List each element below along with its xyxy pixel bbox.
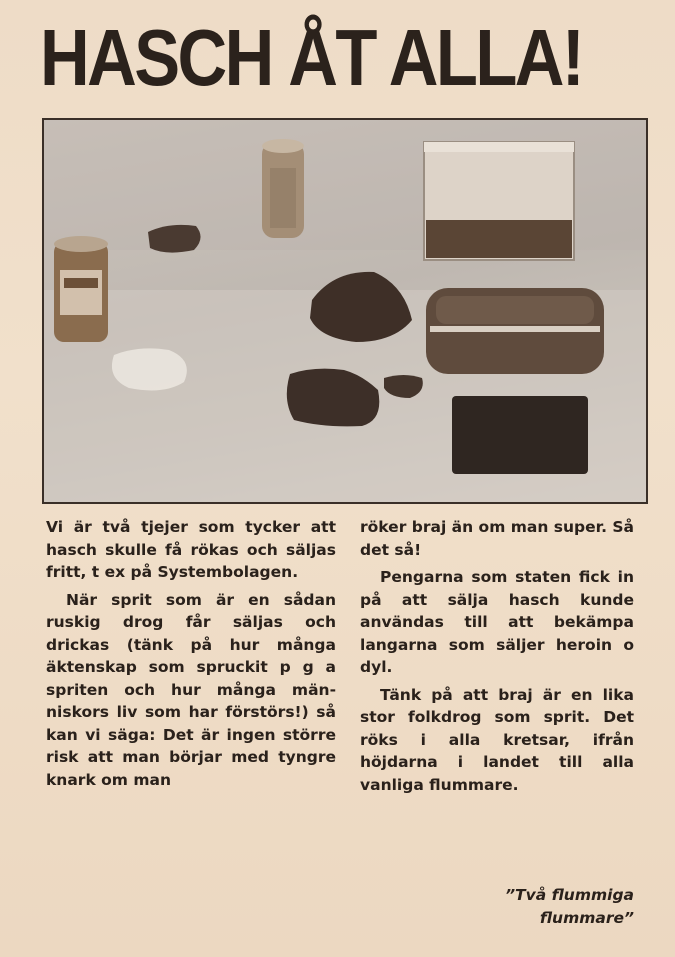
large-hash-lump	[310, 272, 412, 342]
paragraph-4: Pengarna som staten fick in på att sälja hasch kunde användas till att bekämpa langarna som säljer heroin o dyl.	[360, 568, 634, 676]
signature-line-1: ”Två flummiga	[505, 886, 634, 904]
signature	[360, 884, 634, 929]
article-left-column	[46, 516, 336, 791]
photo-illustration	[44, 120, 646, 502]
hash-slab-wrapped	[426, 288, 604, 374]
beer-can	[54, 236, 108, 342]
dark-hash-plate	[452, 396, 588, 474]
article-right-column	[360, 516, 634, 796]
signature-line-2: flummare”	[539, 908, 634, 927]
paragraph-5: Tänk på att braj är en lika stor folkdrog som sprit. Det röks i alla kretsar, ifrån höjdarna i landet till alla vanliga flummare.	[360, 685, 634, 794]
paragraph-3: röker braj än om man super. Så det så!	[360, 518, 634, 559]
white-cloth	[112, 348, 187, 390]
cardboard-box-with-hash	[424, 142, 574, 260]
article-photo	[42, 118, 648, 504]
cylinder-container	[262, 139, 304, 238]
small-hash-piece	[148, 225, 201, 253]
headline: HASCH ÅT ALLA!	[40, 13, 583, 102]
paragraph-2: När sprit som är en sådan ruskig drog får säljas och drickas (tänk på hur många äktenskap som spruckit p g a spriten och hur många människors liv som har förstörs!) så kan vi säga: Det är ingen större risk att man börjar med tyngre knark om man	[46, 590, 336, 789]
paragraph-1: Vi är två tjejer som tycker att hasch skulle få rökas och säljas fritt, t ex på Systembolagen.	[46, 518, 336, 581]
